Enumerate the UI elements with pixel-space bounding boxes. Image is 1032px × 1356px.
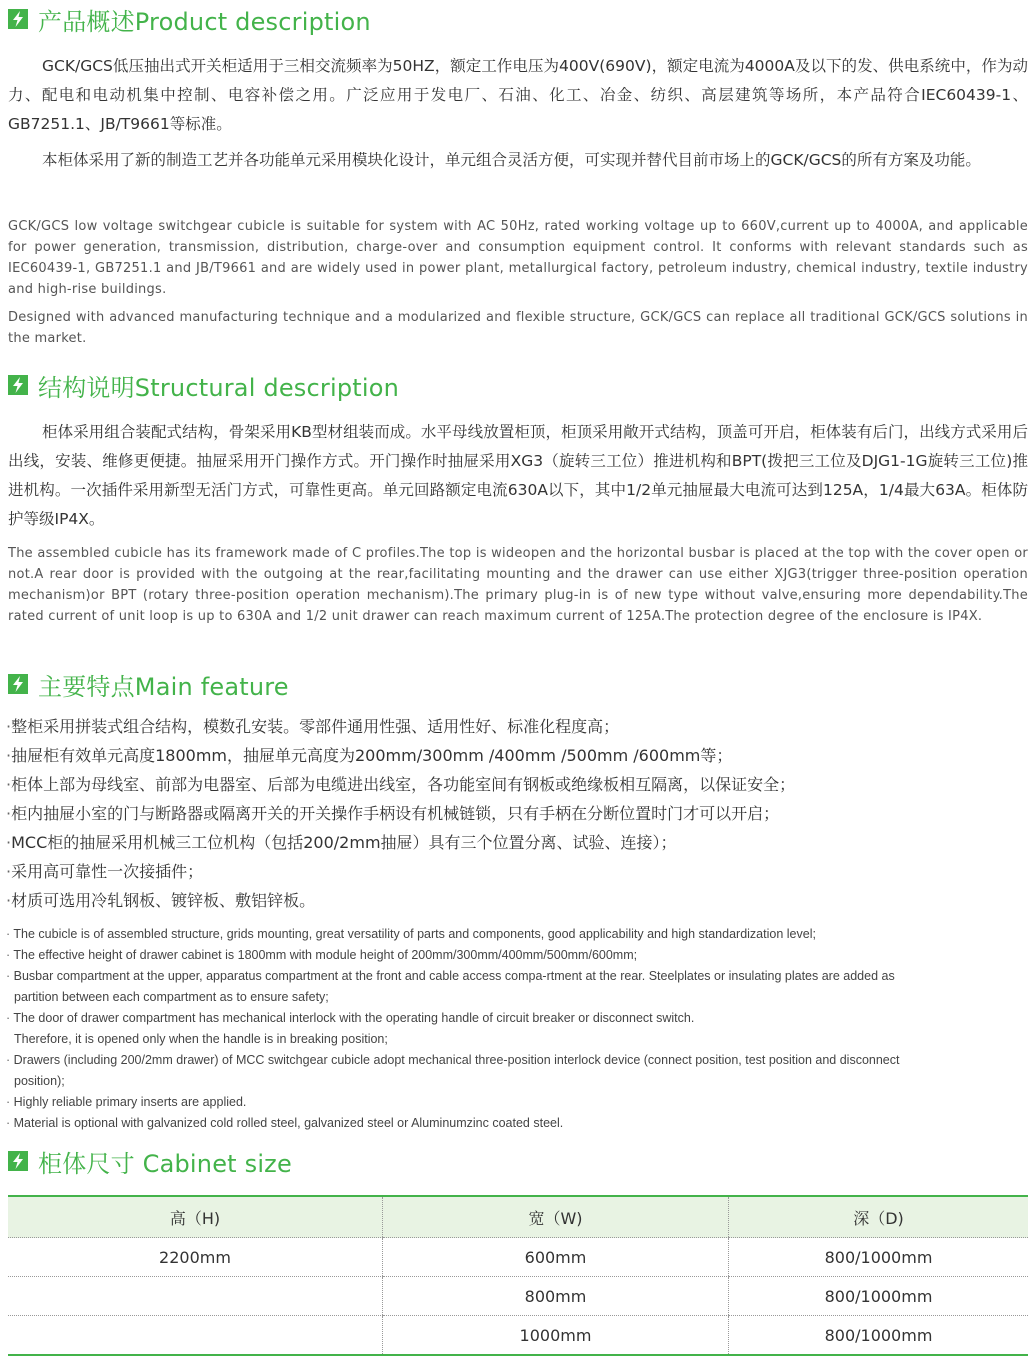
heading-product-description: 产品概述Product description xyxy=(8,4,371,34)
table-cell: 800/1000mm xyxy=(729,1316,1029,1356)
list-item: ·柜体上部为母线室、前部为电器室、后部为电缆进出线室，各功能室间有钢板或绝缘板相互隔离，以保证安全； xyxy=(6,775,796,794)
table-cell: 1000mm xyxy=(383,1316,729,1356)
table-cell: 600mm xyxy=(383,1238,729,1277)
list-item: ·整柜采用拼装式组合结构，模数孔安装。零部件通用性强、适用性好、标准化程度高； xyxy=(6,717,620,736)
list-item: ·柜内抽屉小室的门与断路器或隔离开关的开关操作手柄设有机械链锁，只有手柄在分断位置时门才可以开启； xyxy=(6,804,780,823)
structural-zh-paragraph: 柜体采用组合装配式结构，骨架采用KB型材组装而成。水平母线放置柜顶，柜顶采用敞开式结构，顶盖可开启，柜体装有后门，出线方式采用后出线，安装、维修更便捷。抽屉采用开门操作方式。开门操作时抽屉采用XG3（旋转三工位）推进机构和BPT(拨把三工位及DJG1-1G旋转三工位)推进机构。一次插件采用新型无活门方式，可靠性更高。单元回路额定电流630A以下，其中1/2单元抽屉最大电流可达到125A，1/4最大63A。柜体防护等级IP4X。 xyxy=(8,423,1028,528)
table-row xyxy=(8,1238,1028,1277)
feature-zh-list xyxy=(6,712,1026,915)
list-item: · Material is optional with galvanized cold rolled steel, galvanized steel or Aluminumzinc coated steel. xyxy=(6,1116,564,1130)
lightning-bolt-icon xyxy=(8,1151,28,1171)
table-cell: 2200mm xyxy=(8,1238,383,1277)
product-en-paragraph-2: Designed with advanced manufacturing technique and a modularized and flexible structure, GCK/GCS can replace all traditional GCK/GCS solutions in the market. xyxy=(8,310,1028,346)
lightning-bolt-icon xyxy=(8,375,28,395)
list-item: ·抽屉柜有效单元高度1800mm，抽屉单元高度为200mm/300mm /400mm /500mm /600mm等； xyxy=(6,746,733,765)
column-header-width: 宽（W) xyxy=(383,1196,729,1238)
list-item: ·材质可选用冷轧钢板、镀锌板、敷铝锌板。 xyxy=(6,891,316,910)
feature-en-list xyxy=(6,924,1026,1134)
list-item: · The door of drawer compartment has mechanical interlock with the operating handle of circuit breaker or disconnect switch. Therefore, it is opened only when the handle is in breaking position; xyxy=(6,1011,695,1046)
heading-main-feature: 主要特点Main feature xyxy=(8,669,289,699)
list-item: · Busbar compartment at the upper, apparatus compartment at the front and cable access compa-rtment at the rear. Steelplates or insulating plates are added as partition between each compartment as to ensure safety; xyxy=(6,969,895,1004)
table-cell: 800mm xyxy=(383,1277,729,1316)
table-row xyxy=(8,1277,1028,1316)
column-header-height: 高（H) xyxy=(8,1196,383,1238)
heading-cabinet-size: 柜体尺寸 Cabinet size xyxy=(8,1146,292,1176)
product-zh-paragraph-2: 本柜体采用了新的制造工艺并各功能单元采用模块化设计，单元组合灵活方便，可实现并替代目前市场上的GCK/GCS的所有方案及功能。 xyxy=(42,151,981,169)
table-cell xyxy=(8,1316,383,1356)
list-item: ·MCC柜的抽屉采用机械三工位机构（包括200/2mm抽屉）具有三个位置分离、试验、连接）； xyxy=(6,833,677,852)
heading-structural-description: 结构说明Structural description xyxy=(8,370,399,400)
list-item: ·采用高可靠性一次接插件； xyxy=(6,862,204,881)
list-item: · The effective height of drawer cabinet is 1800mm with module height of 200mm/300mm/400mm/500mm/600mm; xyxy=(6,948,638,962)
table-header-row xyxy=(8,1196,1028,1238)
column-header-depth: 深（D) xyxy=(729,1196,1029,1238)
lightning-bolt-icon xyxy=(8,674,28,694)
lightning-bolt-icon xyxy=(8,9,28,29)
list-item: · The cubicle is of assembled structure, grids mounting, great versatility of parts and components, good applicability and high standardization level; xyxy=(6,927,816,941)
table-cell xyxy=(8,1277,383,1316)
structural-en-paragraph: The assembled cubicle has its framework made of C profiles.The top is wideopen and the horizontal busbar is placed at the top with the cover open or not.A rear door is provided with the outgoing at the rear,facilitating mounting and the drawer can use either XJG3(trigger three-position operation mechanism)or BPT (rotary three-position operation mechanism).The primary plug-in is of new type without valve,ensuring more dependability.The rated current of unit loop is up to 630A and 1/2 unit drawer can reach maximum current of 125A.The protection degree of the enclosure is IP4X. xyxy=(8,546,1028,624)
product-en-paragraph-1: GCK/GCS low voltage switchgear cubicle is suitable for system with AC 50Hz, rated working voltage up to 660V,current up to 4000A, and applicable for power generation, transmission, distribution, charge-over and consumption equipment control. It conforms with relevant standards such as IEC60439-1, GB7251.1 and JB/T9661 and are widely used in power plant, metallurgical factory, petroleum industry, chemical industry, textile industry and high-rise buildings. xyxy=(8,219,1028,297)
list-item: · Drawers (including 200/2mm drawer) of MCC switchgear cubicle adopt mechanical three-position interlock device (connect position, test position and disconnect position); xyxy=(6,1053,900,1088)
list-item: · Highly reliable primary inserts are applied. xyxy=(6,1095,247,1109)
cabinet-size-table xyxy=(8,1195,1028,1356)
table-row xyxy=(8,1316,1028,1356)
table-cell: 800/1000mm xyxy=(729,1238,1029,1277)
table-cell: 800/1000mm xyxy=(729,1277,1029,1316)
product-zh-paragraph-1: GCK/GCS低压抽出式开关柜适用于三相交流频率为50HZ，额定工作电压为400V(690V)，额定电流为4000A及以下的发、供电系统中，作为动力、配电和电动机集中控制、电容补偿之用。广泛应用于发电厂、石油、化工、冶金、纺织、高层建筑等场所，本产品符合IEC60439-1、GB7251.1、JB/T9661等标准。 xyxy=(8,57,1028,133)
